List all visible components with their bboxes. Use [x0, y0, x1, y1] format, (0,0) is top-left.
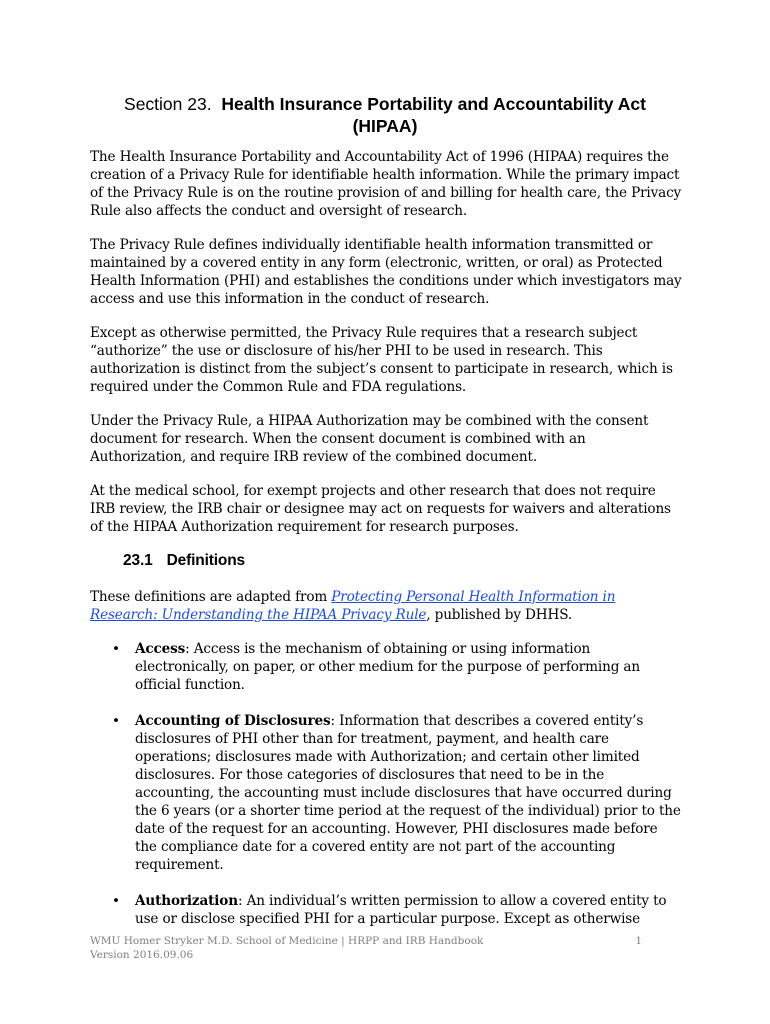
footer-handbook-title: WMU Homer Stryker M.D. School of Medicine | HRPP and IRB Handbook	[90, 935, 484, 947]
document-body	[90, 148, 682, 946]
definitions-intro	[90, 588, 682, 624]
section-number: Section 23.	[124, 94, 212, 114]
intro-text-after: , published by DHHS.	[426, 607, 573, 623]
definition-term: Authorization	[135, 893, 238, 909]
definition-text: : Information that describes a covered entity’s disclosures of PHI other than for treatment, payment, and health care operations; disclosures made with Authorization; and certain other limited disclosures. For those categories of disclosures that need to be in the accounting, the accounting must include disclosures that have occurred during the 6 years (or a shorter time period at the request of the individual) prior to the date of the request for an accounting. However, PHI disclosures made before the compliance date for a covered entity are not part of the accounting requirement.	[135, 713, 681, 873]
subsection-title: Definitions	[166, 552, 246, 569]
intro-text-before: These definitions are adapted from	[90, 589, 332, 605]
dhhs-guide-link[interactable]: Protecting Personal Health Information in Research: Understanding the HIPAA Privacy Rule	[90, 589, 616, 623]
subsection-number: 23.1	[123, 552, 153, 569]
paragraph-hipaa-intro: The Health Insurance Portability and Accountability Act of 1996 (HIPAA) requires the creation of a Privacy Rule for identifiable health information. While the primary impact of the Privacy Rule is on the routine provision of and billing for health care, the Privacy Rule also affects the conduct and oversight of research.	[90, 149, 682, 219]
paragraph-exempt-projects: At the medical school, for exempt projects and other research that does not require IRB review, the IRB chair or designee may act on requests for waivers and alterations of the HIPAA Authorization requirement for research purposes.	[90, 483, 671, 535]
definition-text: : Access is the mechanism of obtaining or using information electronically, on paper, or other medium for the purpose of performing an official function.	[135, 641, 640, 693]
list-item	[90, 712, 682, 874]
subsection-heading	[123, 552, 682, 570]
paragraph-consent-combined: Under the Privacy Rule, a HIPAA Authorization may be combined with the consent document for research. When the consent document is combined with an Authorization, and require IRB review of the combined document.	[90, 413, 649, 465]
paragraph-privacy-rule: The Privacy Rule defines individually identifiable health information transmitted or maintained by a covered entity in any form (electronic, written, or oral) as Protected Health Information (PHI) and establishes the conditions under which investigators may access and use this information in the conduct of research.	[90, 237, 682, 307]
section-title: Health Insurance Portability and Accountability Act (HIPAA)	[221, 94, 646, 136]
bullet-icon: •	[112, 893, 120, 909]
page-footer	[90, 934, 642, 962]
definition-term: Accounting of Disclosures	[135, 713, 331, 729]
paragraph-authorization: Except as otherwise permitted, the Privacy Rule requires that a research subject “authorize” the use or disclosure of his/her PHI to be used in research. This authorization is distinct from the subject’s consent to participate in research, which is required under the Common Rule and FDA regulations.	[90, 325, 673, 395]
list-item	[90, 640, 682, 694]
list-item	[90, 892, 682, 928]
definition-text: : An individual’s written permission to allow a covered entity to use or disclose specified PHI for a particular purpose. Except as otherwise	[135, 893, 667, 927]
footer-version: Version 2016.09.06	[90, 949, 194, 961]
bullet-icon: •	[112, 641, 120, 657]
page-number: 1	[635, 935, 642, 947]
definitions-list	[90, 640, 682, 928]
definition-term: Access	[135, 641, 186, 657]
bullet-icon: •	[112, 713, 120, 729]
page-title	[90, 93, 680, 137]
